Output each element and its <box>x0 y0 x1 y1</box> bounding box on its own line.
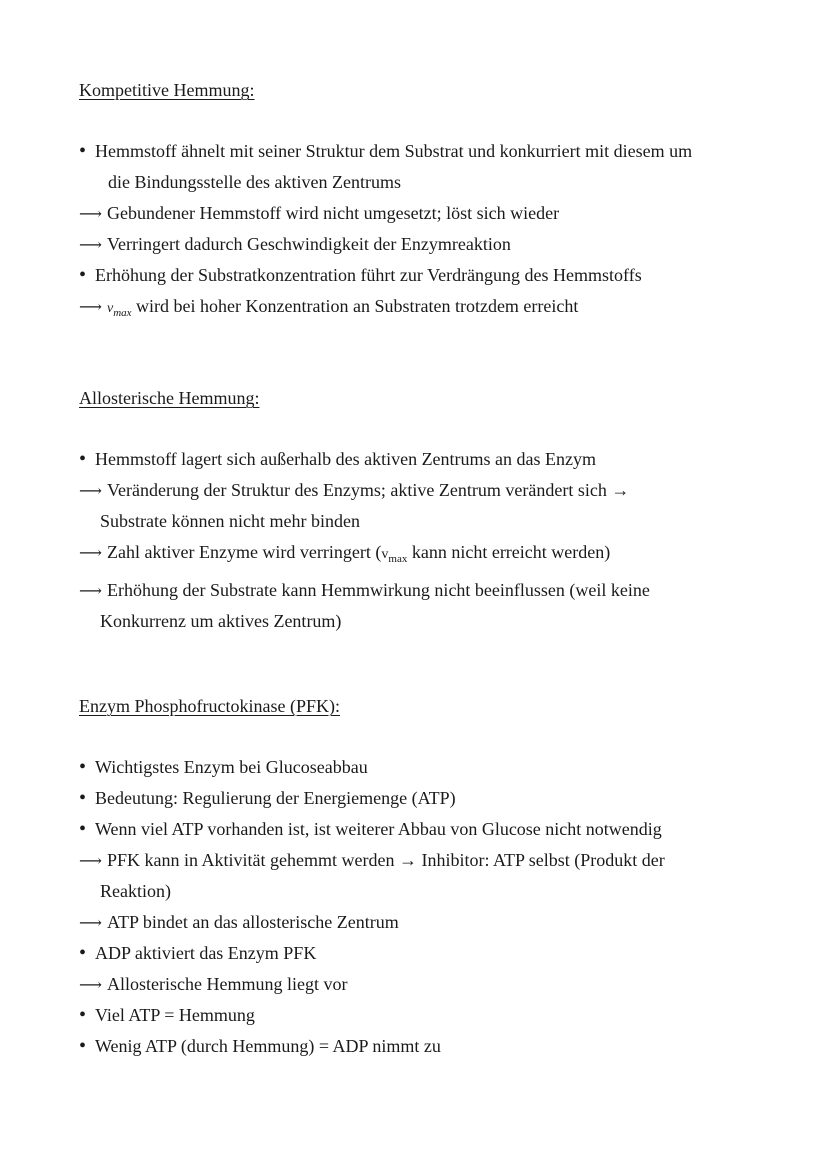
item-text-continued: Konkurrenz um aktives Zentrum) <box>100 610 342 631</box>
list-item <box>79 1031 779 1062</box>
bullet-marker: • <box>79 818 87 840</box>
arrow-marker: ⟶ <box>79 543 102 562</box>
item-text: Zahl aktiver Enzyme wird verringert ( <box>107 542 382 562</box>
item-text: Hemmstoff lagert sich außerhalb des aktiven Zentrums an das Enzym <box>95 449 597 469</box>
list-item <box>79 783 779 814</box>
list-item <box>79 938 779 969</box>
arrow-marker: ⟶ <box>79 913 102 932</box>
list-item <box>79 475 779 537</box>
section-list-kompetitive <box>79 136 779 329</box>
list-item <box>79 537 779 575</box>
arrow-marker: ⟶ <box>79 481 102 500</box>
list-item <box>79 575 779 637</box>
item-text: Gebundener Hemmstoff wird nicht umgesetzt; löst sich wieder <box>107 203 560 223</box>
list-item <box>79 291 779 329</box>
item-text: Erhöhung der Substratkonzentration führt zur Verdrängung des Hemmstoffs <box>95 265 642 285</box>
bullet-marker: • <box>79 942 87 964</box>
section-heading-pfk: Enzym Phosphofructokinase (PFK): <box>79 696 340 716</box>
list-item <box>79 260 779 291</box>
item-text: ATP bindet an das allosterische Zentrum <box>107 912 399 932</box>
item-text: Wenig ATP (durch Hemmung) = ADP nimmt zu <box>95 1036 441 1056</box>
list-item <box>79 444 779 475</box>
section-list-allosterische <box>79 444 779 637</box>
item-text: Bedeutung: Regulierung der Energiemenge (ATP) <box>95 788 456 808</box>
item-text: Veränderung der Struktur des Enzyms; aktive Zentrum verändert sich → <box>107 480 630 500</box>
list-item <box>79 969 779 1000</box>
list-item <box>79 136 779 198</box>
item-text: kann nicht erreicht werden) <box>407 542 611 562</box>
item-text: Verringert dadurch Geschwindigkeit der Enzymreaktion <box>107 234 511 254</box>
list-item <box>79 198 779 229</box>
bullet-marker: • <box>79 264 87 286</box>
list-item <box>79 907 779 938</box>
bullet-marker: • <box>79 756 87 778</box>
item-text-continued: die Bindungsstelle des aktiven Zentrums <box>108 172 401 192</box>
section-heading-allosterische: Allosterische Hemmung: <box>79 388 260 408</box>
section-heading-kompetitive: Kompetitive Hemmung: <box>79 80 255 100</box>
item-text: Erhöhung der Substrate kann Hemmwirkung nicht beeinflussen (weil keine <box>107 579 650 600</box>
arrow-marker: ⟶ <box>79 235 102 254</box>
list-item <box>79 752 779 783</box>
list-item <box>79 845 779 907</box>
vmax-symbol: $v_{max}$ <box>381 547 408 565</box>
vmax-symbol: $v_{max}$ <box>107 301 132 319</box>
item-text: PFK kann in Aktivität gehemmt werden → Inhibitor: ATP selbst (Produkt der <box>107 850 665 870</box>
item-text-continued: Reaktion) <box>100 881 171 901</box>
arrow-marker: ⟶ <box>79 204 102 223</box>
section-list-pfk <box>79 752 779 1062</box>
item-text: ADP aktiviert das Enzym PFK <box>95 943 317 963</box>
item-text: Wichtigstes Enzym bei Glucoseabbau <box>95 757 368 777</box>
bullet-marker: • <box>79 1004 87 1026</box>
arrow-marker: ⟶ <box>79 297 102 316</box>
arrow-marker: ⟶ <box>79 580 102 600</box>
item-text: Wenn viel ATP vorhanden ist, ist weiterer Abbau von Glucose nicht notwendig <box>95 819 662 839</box>
bullet-marker: • <box>79 1035 87 1057</box>
item-text: Viel ATP = Hemmung <box>95 1005 255 1025</box>
arrow-marker: ⟶ <box>79 975 102 994</box>
item-text: Hemmstoff ähnelt mit seiner Struktur dem Substrat und konkurriert mit diesem um <box>95 141 693 161</box>
list-item <box>79 1000 779 1031</box>
item-text: Allosterische Hemmung liegt vor <box>107 974 348 994</box>
list-item <box>79 229 779 260</box>
list-item <box>79 814 779 845</box>
bullet-marker: • <box>79 787 87 809</box>
arrow-marker: ⟶ <box>79 851 102 870</box>
bullet-marker: • <box>79 140 87 162</box>
bullet-marker: • <box>79 448 87 470</box>
item-text: wird bei hoher Konzentration an Substraten trotzdem erreicht <box>131 296 579 316</box>
item-text-continued: Substrate können nicht mehr binden <box>100 511 360 531</box>
